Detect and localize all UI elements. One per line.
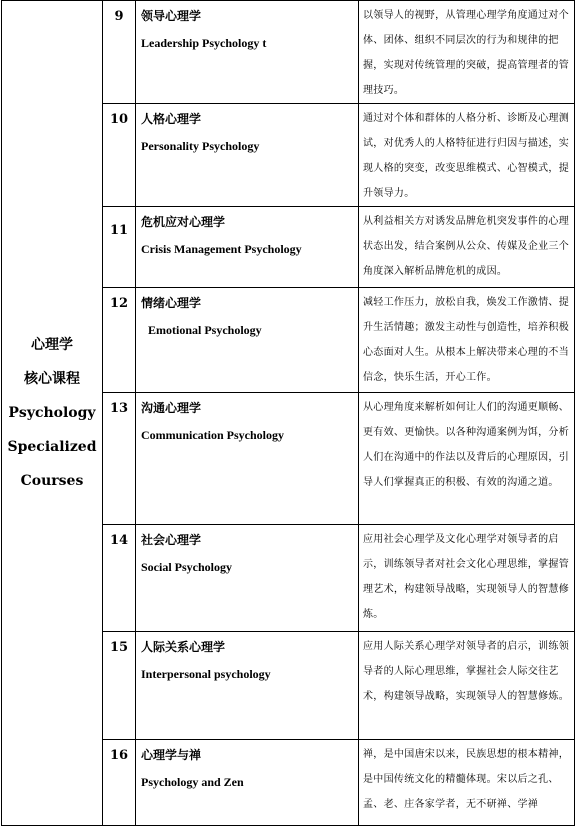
category-en-line1: Psychology [8,405,96,421]
course-title-en: Communication Psychology [141,428,285,442]
course-number-cell [103,740,136,826]
course-description: 以领导人的视野，从管理心理学角度通过对个体、团体、组织不同层次的行为和规律的把握，实现对传统管理的突破，提高管理者的管理技巧。 [359,1,575,104]
course-title-en: Personality Psychology [141,139,260,153]
course-description: 通过对个体和群体的人格分析、诊断及心理测试，对优秀人的人格特征进行归因与描述，实现人格的突变，改变思维模式、心智模式，提升领导力。 [359,104,575,207]
course-title-cell [136,207,359,288]
course-title-cn: 心理学与禅 [141,748,202,762]
course-description: 从利益相关方对诱发品牌危机突发事件的心理状态出发，结合案例从公众、传媒及企业三个角度深入解析品牌危机的成因。 [359,207,575,288]
category-en-line2: Specialized [7,439,97,455]
course-title-cn: 社会心理学 [141,533,202,547]
course-title-en: Interpersonal psychology [141,667,271,681]
table-row [2,1,575,104]
course-number-cell [103,1,136,104]
course-description: 减轻工作压力，放松自我，焕发工作激情、提升生活情趣；激发主动性与创造性，培养积极心态面对人生。从根本上解决带来心理的不当信念，快乐生活，开心工作。 [359,288,575,393]
course-number-cell [103,104,136,207]
course-number-cell [103,525,136,632]
course-number: 13 [109,401,129,416]
course-number: 12 [109,296,129,311]
category-cell [2,1,103,826]
category-cn-line1: 心理学 [31,337,73,353]
course-title-cell [136,740,359,826]
course-title-en: Social Psychology [141,560,233,574]
course-title-en: Leadership Psychology t [141,36,267,50]
course-number: 11 [109,223,129,238]
course-title-cell [136,525,359,632]
course-number: 10 [109,112,129,127]
category-cn-line2: 核心课程 [24,371,80,387]
course-title-cn: 危机应对心理学 [141,215,226,229]
category-en-line3: Courses [20,473,84,489]
course-description: 应用人际关系心理学对领导者的启示，训练领导者的人际心理思维，掌握社会人际交往艺术，构建领导战略，实现领导人的智慧修炼。 [359,632,575,740]
course-number: 15 [109,640,129,655]
course-title-cell [136,1,359,104]
course-title-cn: 领导心理学 [141,9,202,23]
course-number-cell [103,632,136,740]
course-number: 9 [114,9,124,24]
course-title-en: Psychology and Zen [141,775,244,789]
course-title-cn: 沟通心理学 [141,401,202,415]
course-description: 应用社会心理学及文化心理学对领导者的启示，训练领导者对社会文化心理思维，掌握管理艺术，构建领导战略，实现领导人的智慧修炼。 [359,525,575,632]
course-title-en: Crisis Management Psychology [141,242,302,256]
course-table [1,0,575,826]
course-title-cell [136,288,359,393]
course-description: 从心理角度来解析如何让人们的沟通更顺畅、更有效、更愉快。以各种沟通案例为饵，分析人们在沟通中的作法以及背后的心理原因，引导人们掌握真正的积极、有效的沟通之道。 [359,393,575,525]
course-title-cell [136,393,359,525]
course-number-cell [103,288,136,393]
course-description: 禅，是中国唐宋以来，民族思想的根本精神，是中国传统文化的精髓体现。宋以后之孔、孟、老、庄各家学者，无不研禅、学禅 [359,740,575,826]
course-title-en: Emotional Psychology [148,323,262,337]
course-title-cell [136,632,359,740]
course-title-cn: 情绪心理学 [141,296,202,310]
course-number: 16 [109,748,129,763]
course-title-cn: 人际关系心理学 [141,640,226,654]
course-title-cn: 人格心理学 [141,112,202,126]
course-number-cell [103,393,136,525]
course-number-cell [103,207,136,288]
course-title-cell [136,104,359,207]
course-number: 14 [109,533,129,548]
